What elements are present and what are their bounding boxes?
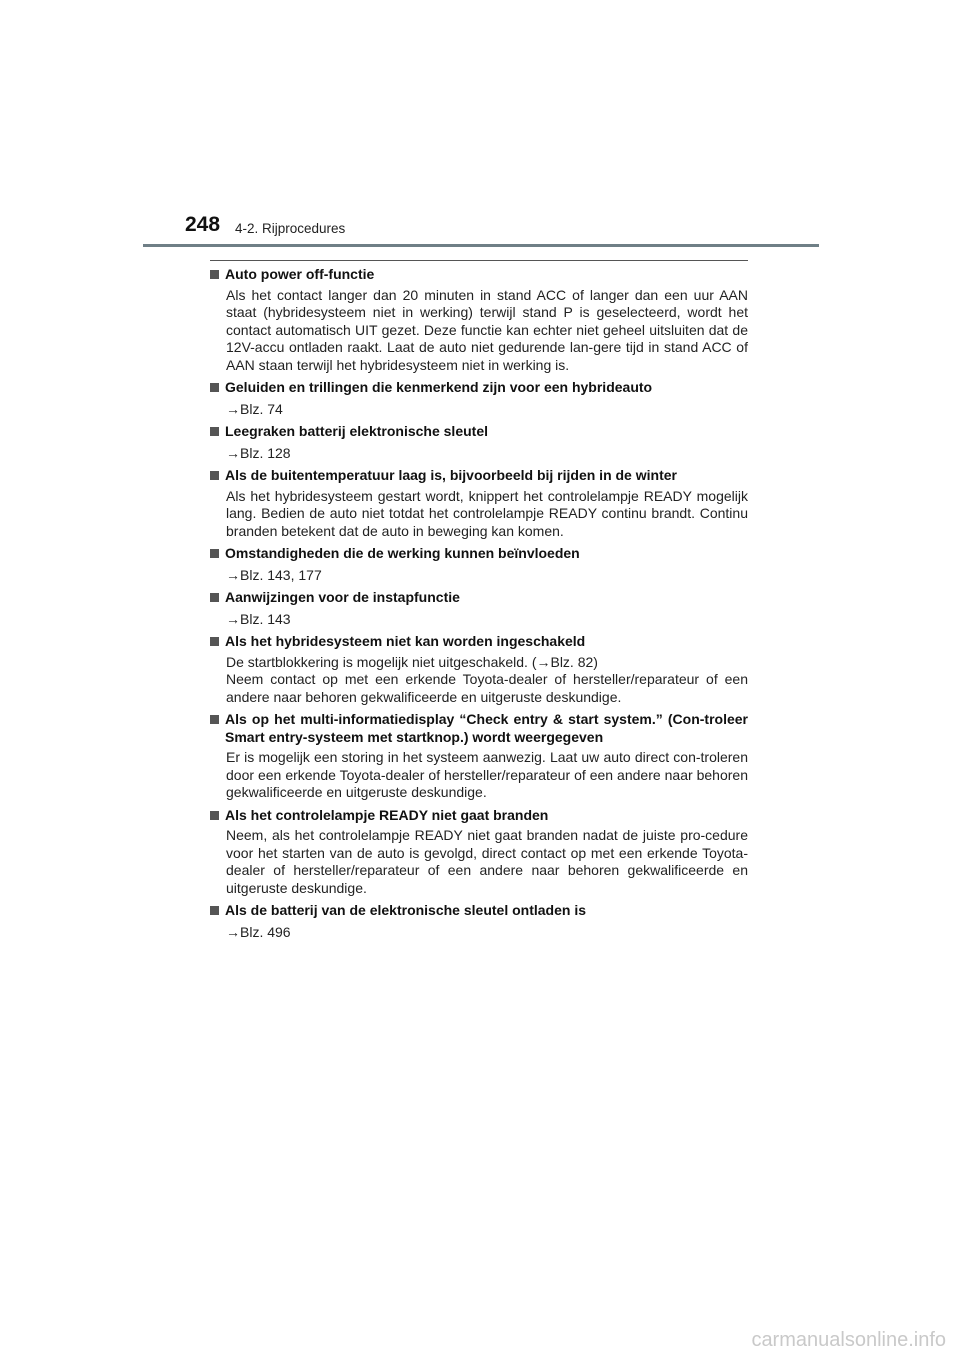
watermark: carmanualsonline.info — [751, 1329, 946, 1351]
entry-heading — [210, 423, 748, 441]
entry-key-battery-discharged — [210, 902, 748, 941]
square-bullet-icon — [210, 811, 219, 820]
entry-entry-function-notes — [210, 589, 748, 628]
section-divider — [210, 260, 748, 261]
section-title: 4-2. Rijprocedures — [235, 221, 346, 236]
square-bullet-icon — [210, 637, 219, 646]
entry-body — [210, 287, 748, 375]
entry-heading-text: Als het controlelampje READY niet gaat branden — [225, 806, 549, 823]
page-number: 248 — [185, 213, 221, 236]
entry-heading — [210, 807, 748, 825]
entry-heading-text: Omstandigheden die de werking kunnen beïnvloeden — [225, 545, 580, 561]
entry-paragraph: Neem contact op met een erkende Toyota-dealer of hersteller/reparateur of een andere naar behoren gekwalificeerde en uitgeruste deskundige. — [226, 671, 748, 705]
entry-sounds-vibrations — [210, 379, 748, 418]
page-reference: →Blz. 143, 177 — [226, 566, 322, 583]
square-bullet-icon — [210, 549, 219, 558]
page-reference: →Blz. 496 — [226, 923, 291, 940]
entry-low-temperature — [210, 467, 748, 540]
entry-heading — [210, 711, 748, 746]
page-reference: →Blz. 74 — [226, 400, 283, 417]
entry-paragraph: Neem, als het controlelampje READY niet gaat branden nadat de juiste pro-cedure voor het starten van de auto is gevolgd, direct contact op met een erkende Toyota-dealer of hersteller/reparateur of een andere naar behoren gekwalificeerde en uitgeruste deskundige. — [226, 827, 748, 896]
entry-heading — [210, 545, 748, 563]
entry-body — [210, 654, 748, 707]
entry-body — [210, 749, 748, 802]
page-header — [185, 212, 818, 246]
square-bullet-icon — [210, 427, 219, 436]
entry-paragraph: Als het contact langer dan 20 minuten in stand ACC of langer dan een uur AAN staat (hybridesysteem niet in werking) terwijl stand P is geselecteerd, wordt het contact automatisch UIT gezet. Deze functie kan echter niet geheel uitsluiten dat de 12V-accu ontladen raakt. Laat de auto niet gedurende lan-gere tijd in stand ACC of AAN staan terwijl het hybridesysteem niet in werking is. — [226, 286, 748, 373]
entry-paragraph: De startblokkering is mogelijk niet uitgeschakeld. (→Blz. 82) — [226, 653, 598, 670]
entry-heading-text: Aanwijzingen voor de instapfunctie — [225, 589, 460, 605]
entry-heading-text: Auto power off-functie — [225, 266, 375, 282]
page-reference: →Blz. 128 — [226, 444, 291, 461]
entry-key-battery-depletion — [210, 423, 748, 462]
square-bullet-icon — [210, 270, 219, 279]
entry-heading — [210, 266, 748, 284]
entry-heading-text: Als de batterij van de elektronische sleutel ontladen is — [225, 902, 586, 918]
entry-heading — [210, 633, 748, 651]
header-rule — [143, 244, 819, 247]
entry-paragraph: Er is mogelijk een storing in het systeem aanwezig. Laat uw auto direct con-troleren door een erkende Toyota-dealer of hersteller/reparateur of een andere naar behoren gekwalificeerde en uitgeruste deskundige. — [226, 749, 748, 800]
content-area — [210, 266, 748, 946]
entry-heading — [210, 379, 748, 397]
square-bullet-icon — [210, 383, 219, 392]
entry-heading-text: Als de buitentemperatuur laag is, bijvoorbeeld bij rijden in de winter — [225, 467, 677, 483]
entry-paragraph: Als het hybridesysteem gestart wordt, knippert het controlelampje READY mogelijk lang. Bedien de auto niet totdat het controlelampje READY continu brandt. Continu branden betekent dat de auto in beweging kan komen. — [226, 487, 748, 539]
entry-auto-power-off — [210, 266, 748, 374]
entry-operating-conditions — [210, 545, 748, 584]
square-bullet-icon — [210, 906, 219, 915]
entry-heading — [210, 589, 748, 607]
page-reference: →Blz. 143 — [226, 610, 291, 627]
entry-heading-text: Als het hybridesysteem niet kan worden ingeschakeld — [225, 633, 586, 649]
square-bullet-icon — [210, 593, 219, 602]
square-bullet-icon — [210, 715, 219, 724]
entry-heading-text: Geluiden en trillingen die kenmerkend zijn voor een hybrideauto — [225, 379, 653, 395]
entry-heading-text: Als op het multi-informatiedisplay “Check entry & start system.” (Con-troleer Smart entry-systeem met startknop.) wordt weergegeven — [225, 711, 748, 745]
entry-check-entry-message — [210, 711, 748, 802]
entry-body — [210, 827, 748, 897]
entry-heading — [210, 902, 748, 920]
entry-body — [210, 488, 748, 541]
entry-ready-light-off — [210, 807, 748, 898]
entry-heading-text: Leegraken batterij elektronische sleutel — [225, 423, 488, 439]
square-bullet-icon — [210, 471, 219, 480]
entry-heading — [210, 467, 748, 485]
entry-hybrid-not-starting — [210, 633, 748, 706]
